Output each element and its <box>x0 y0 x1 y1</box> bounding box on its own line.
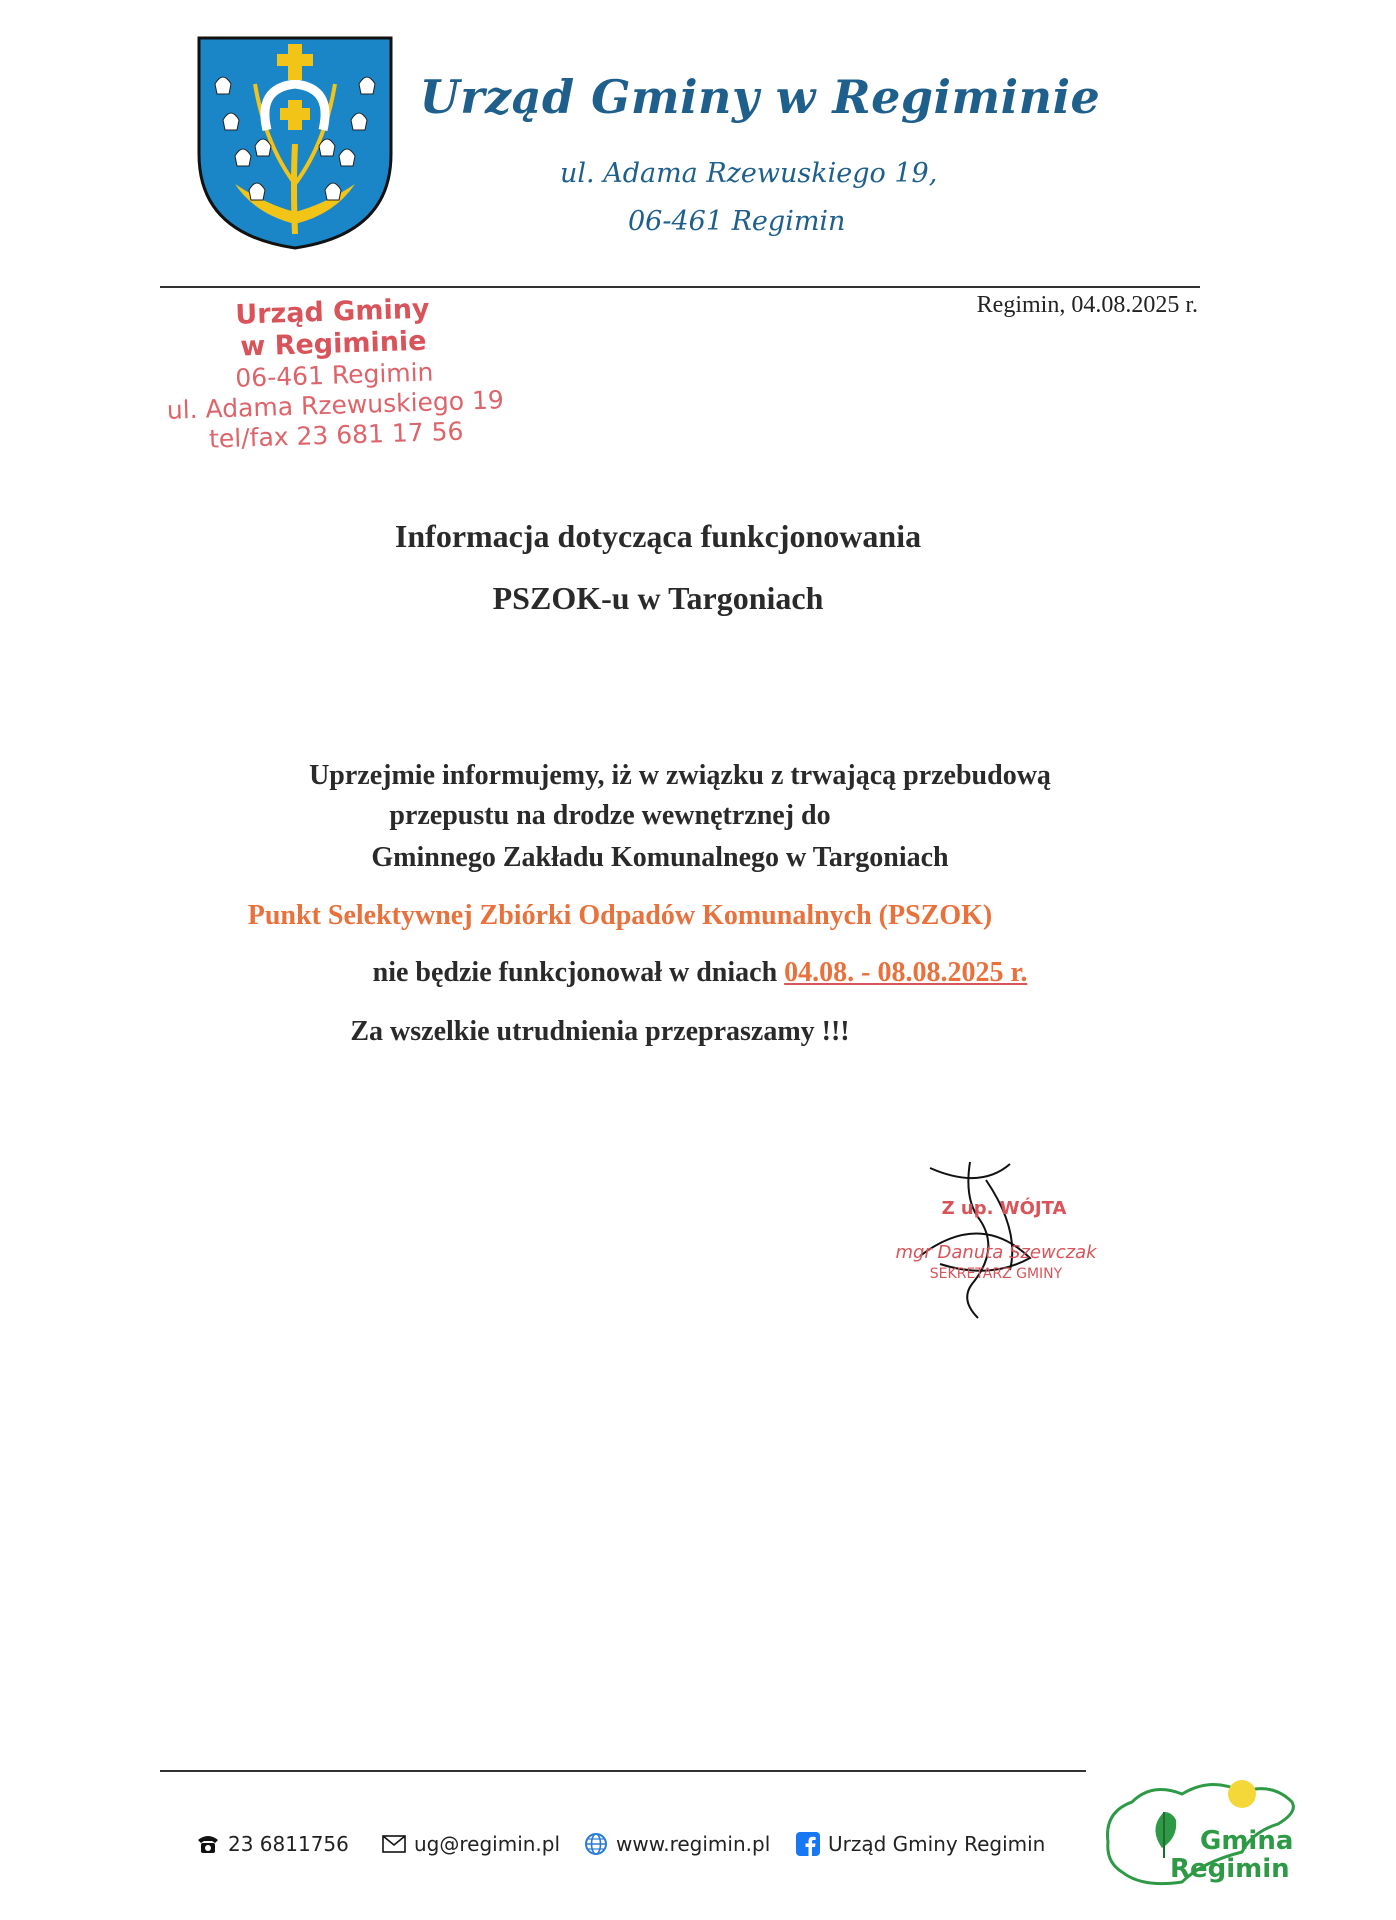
document-subtitle: PSZOK-u w Targoniach <box>492 580 824 616</box>
handwritten-signature <box>860 1160 1120 1320</box>
facebook-icon <box>796 1832 820 1856</box>
body-line: Uprzejmie informujemy, iż w związku z trwającą przebudową <box>309 760 1051 791</box>
body-line: Gminnego Zakładu Komunalnego w Targoniach <box>371 842 949 873</box>
document-title: Informacja dotycząca funkcjonowania <box>394 518 922 554</box>
email-address[interactable]: ug@regimin.pl <box>414 1832 561 1856</box>
gmina-regimin-logo <box>1102 1772 1302 1892</box>
office-name: Urząd Gminy w Regiminie <box>419 70 1101 124</box>
footer-facebook[interactable] <box>796 1832 1045 1856</box>
signature-role: Z up. WÓJTA <box>941 1198 1067 1219</box>
pszok-highlight: Punkt Selektywnej Zbiórki Odpadów Komunalnych (PSZOK) <box>247 900 993 931</box>
office-address-city: 06-461 Regimin <box>628 206 846 237</box>
body-line: przepustu na drodze wewnętrznej do <box>389 800 831 831</box>
stamp-line: 06-461 Regimin <box>234 357 434 393</box>
facebook-page[interactable]: Urząd Gminy Regimin <box>828 1832 1046 1856</box>
stamp-line: ul. Adama Rzewuskiego 19 <box>166 385 505 425</box>
header-divider <box>160 286 1200 288</box>
closure-dates: 04.08. - 08.08.2025 r. <box>784 957 1028 988</box>
globe-icon <box>584 1832 608 1856</box>
office-address-street: ul. Adama Rzewuskiego 19, <box>560 158 938 189</box>
stamp-line: w Regiminie <box>239 325 427 363</box>
logo-word-regimin: Regimin <box>1170 1854 1290 1884</box>
stamp-line: Urząd Gminy <box>234 293 430 331</box>
signature-title: SEKRETARZ GMINY <box>929 1266 1063 1282</box>
stamp-line: tel/fax 23 681 17 56 <box>208 416 464 454</box>
website-url[interactable]: www.regimin.pl <box>616 1832 771 1856</box>
coat-of-arms-logo <box>195 34 395 252</box>
place-date: Regimin, 04.08.2025 r. <box>976 292 1198 318</box>
logo-word-gmina: Gmina <box>1200 1826 1294 1856</box>
signature-stamp <box>860 1160 1120 1320</box>
phone-icon <box>196 1834 220 1854</box>
footer-phone <box>196 1832 349 1856</box>
footer-email[interactable] <box>382 1832 560 1856</box>
apology-line: Za wszelkie utrudnienia przepraszamy !!! <box>350 1016 850 1047</box>
footer-website[interactable] <box>584 1832 770 1856</box>
phone-number: 23 6811756 <box>228 1832 349 1856</box>
footer-divider <box>160 1770 1086 1772</box>
closure-dates-line <box>200 957 1200 989</box>
signature-name: mgr Danuta Szewczak <box>895 1242 1097 1263</box>
closure-prefix: nie będzie funkcjonował w dniach <box>372 957 785 988</box>
office-stamp <box>162 291 507 456</box>
envelope-icon <box>382 1835 406 1853</box>
